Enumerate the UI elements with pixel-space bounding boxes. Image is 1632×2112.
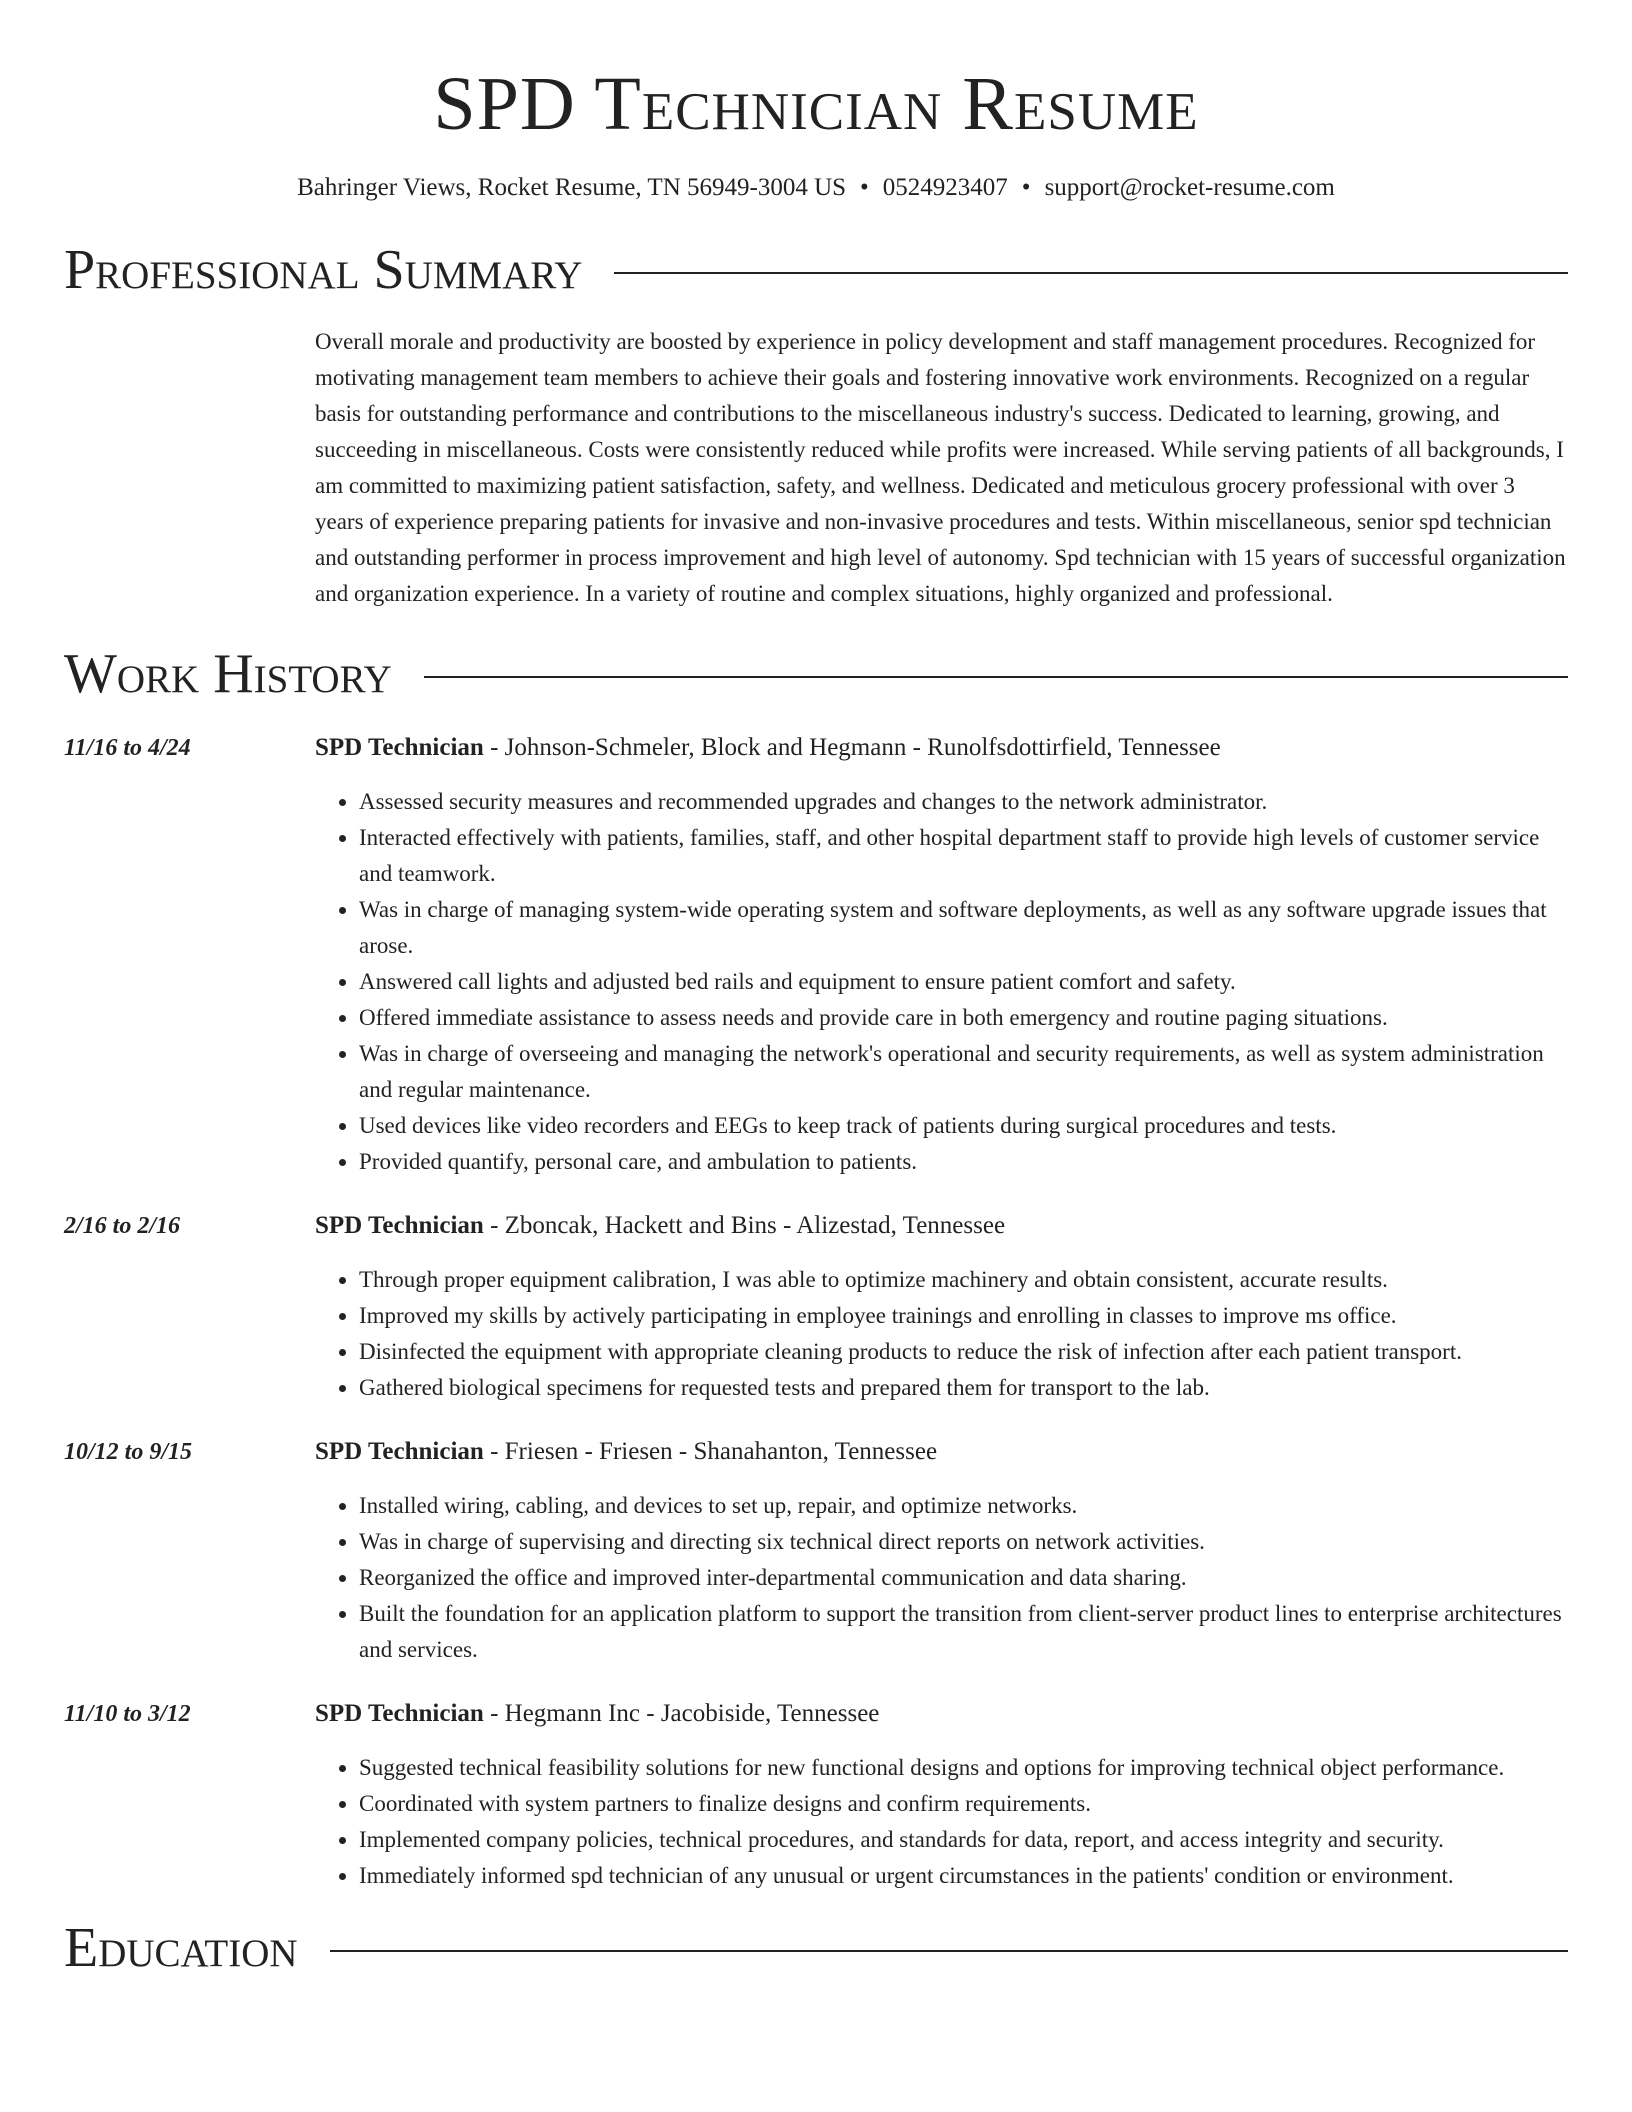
job-body (315, 1696, 1568, 1894)
job-bullet: • Assessed security measures and recommended upgrades and changes to the network administrator. (359, 784, 1568, 820)
job-bullet: • Coordinated with system partners to finalize designs and confirm requirements. (359, 1786, 1568, 1822)
job-dates: 2/16 to 2/16 (64, 1213, 181, 1239)
job-bullet: • Was in charge of overseeing and managing the network's operational and security requirements, as well as system administration and regular maintenance. (359, 1036, 1568, 1108)
job-body (315, 1434, 1568, 1668)
section-divider (424, 676, 1568, 678)
summary-heading: Professional Summary (64, 239, 583, 301)
job-bullets (315, 1262, 1568, 1406)
job-title: SPD Technician (315, 1438, 484, 1465)
job-body (315, 1208, 1568, 1406)
job-bullet: • Improved my skills by actively participating in employee trainings and enrolling in classes to improve ms office. (359, 1298, 1568, 1334)
job-bullet: • Answered call lights and adjusted bed rails and equipment to ensure patient comfort and safety. (359, 964, 1568, 1000)
job-bullet: • Gathered biological specimens for requested tests and prepared them for transport to the lab. (359, 1370, 1568, 1406)
job-bullet: • Interacted effectively with patients, families, staff, and other hospital department staff to provide high levels of customer service and teamwork. (359, 820, 1568, 892)
job-header (315, 730, 1568, 766)
job-company-location: - Friesen - Friesen - Shanahanton, Tennessee (483, 1438, 938, 1465)
work-heading: Work History (64, 643, 392, 705)
job-bullet: • Implemented company policies, technical procedures, and standards for data, report, and access integrity and security. (359, 1822, 1568, 1858)
job-bullet: • Disinfected the equipment with appropriate cleaning products to reduce the risk of infection after each patient transport. (359, 1334, 1568, 1370)
job-bullet: • Suggested technical feasibility solutions for new functional designs and options for improving technical object performance. (359, 1750, 1568, 1786)
job-bullet: • Built the foundation for an application platform to support the transition from client-server product lines to enterprise architectures and services. (359, 1596, 1568, 1668)
job-entry (64, 1434, 1568, 1668)
job-title: SPD Technician (315, 734, 484, 761)
job-title: SPD Technician (315, 1700, 484, 1727)
education-section-header (64, 1916, 1568, 1980)
section-divider (330, 1950, 1568, 1952)
job-dates: 10/12 to 9/15 (64, 1439, 193, 1465)
job-dates: 11/16 to 4/24 (64, 735, 191, 761)
job-title: SPD Technician (315, 1212, 484, 1239)
job-header (315, 1696, 1568, 1732)
job-body (315, 730, 1568, 1180)
job-bullet: • Offered immediate assistance to assess needs and provide care in both emergency and routine paging situations. (359, 1000, 1568, 1036)
education-heading: Education (64, 1917, 298, 1979)
job-header (315, 1208, 1568, 1244)
job-header (315, 1434, 1568, 1470)
contact-address: Bahringer Views, Rocket Resume, TN 56949-3004 US (297, 174, 847, 201)
job-bullets (315, 784, 1568, 1180)
job-entry (64, 1208, 1568, 1406)
job-company-location: - Hegmann Inc - Jacobiside, Tennessee (483, 1700, 880, 1727)
summary-text: Overall morale and productivity are boosted by experience in policy development and staff management procedures. Recognized for motivating management team members to achieve their goals and fostering innovative work environments. Recognized on a regular basis for outstanding performance and contributions to the miscellaneous industry's success. Dedicated to learning, growing, and succeeding in miscellaneous. Costs were consistently reduced while profits were increased. While serving patients of all backgrounds, I am committed to maximizing patient satisfaction, safety, and wellness. Dedicated and meticulous grocery professional with over 3 years of experience preparing patients for invasive and non-invasive procedures and tests. Within miscellaneous, senior spd technician and outstanding performer in process improvement and high level of autonomy. Spd technician with 15 years of successful organization and organization experience. In a variety of routine and complex situations, highly organized and professional. (315, 329, 1566, 606)
contact-phone: 0524923407 (882, 174, 1008, 201)
job-bullets (315, 1488, 1568, 1668)
work-section-header (64, 642, 1568, 706)
job-bullet: • Used devices like video recorders and EEGs to keep track of patients during surgical procedures and tests. (359, 1108, 1568, 1144)
job-dates: 11/10 to 3/12 (64, 1701, 191, 1727)
contact-email: support@rocket-resume.com (1044, 174, 1335, 201)
section-divider (614, 272, 1568, 274)
work-history-list (64, 730, 1568, 1894)
job-bullet: • Was in charge of supervising and directing six technical direct reports on network activities. (359, 1524, 1568, 1560)
contact-line (64, 172, 1568, 204)
job-company-location: - Johnson-Schmeler, Block and Hegmann - Runolfsdottirfield, Tennessee (483, 734, 1221, 761)
job-company-location: - Zboncak, Hackett and Bins - Alizestad, Tennessee (483, 1212, 1006, 1239)
job-bullet: • Immediately informed spd technician of any unusual or urgent circumstances in the patients' condition or environment. (359, 1858, 1568, 1894)
job-bullet: • Was in charge of managing system-wide operating system and software deployments, as well as any software upgrade issues that arose. (359, 892, 1568, 964)
job-bullets (315, 1750, 1568, 1894)
job-bullet: • Reorganized the office and improved inter-departmental communication and data sharing. (359, 1560, 1568, 1596)
job-bullet: • Installed wiring, cabling, and devices to set up, repair, and optimize networks. (359, 1488, 1568, 1524)
page-title: SPD Technician Resume (433, 62, 1199, 146)
job-entry (64, 730, 1568, 1180)
job-bullet: • Provided quantify, personal care, and ambulation to patients. (359, 1144, 1568, 1180)
job-bullet: • Through proper equipment calibration, I was able to optimize machinery and obtain consistent, accurate results. (359, 1262, 1568, 1298)
summary-section-header (64, 238, 1568, 302)
contact-separator: • (860, 174, 869, 201)
contact-separator: • (1021, 174, 1031, 201)
job-entry (64, 1696, 1568, 1894)
